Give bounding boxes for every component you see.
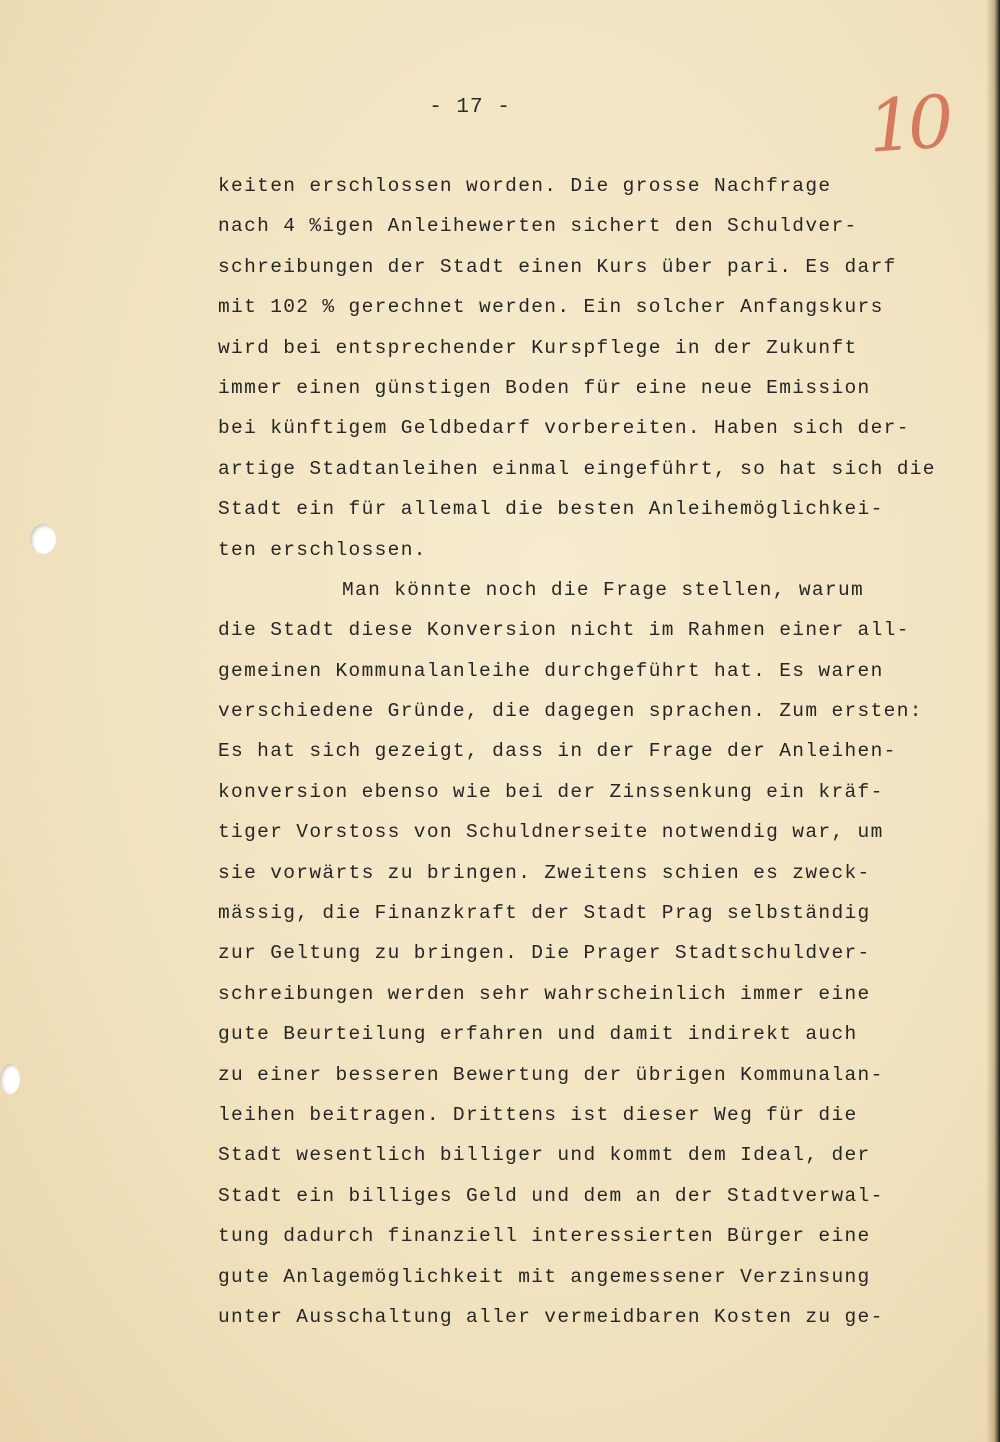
text-line: schreibungen der Stadt einen Kurs über pari. Es darf xyxy=(218,255,897,278)
paragraph-first-line: Man könnte noch die Frage stellen, warum xyxy=(342,578,865,601)
text-line: sie vorwärts zu bringen. Zweitens schien es zweck- xyxy=(218,861,871,884)
text-line: bei künftigem Geldbedarf vorbereiten. Haben sich der- xyxy=(218,417,910,440)
text-line: konversion ebenso wie bei der Zinssenkung ein kräf- xyxy=(218,780,884,803)
text-line: gute Anlagemöglichkeit mit angemessener Verzinsung xyxy=(218,1265,871,1288)
text-line: zu einer besseren Bewertung der übrigen Kommunalan- xyxy=(218,1063,884,1086)
text-line: Stadt ein für allemal die besten Anleihemöglichkei- xyxy=(218,498,884,521)
text-line: gemeinen Kommunalanleihe durchgeführt hat. Es waren xyxy=(218,659,884,682)
text-line: mässig, die Finanzkraft der Stadt Prag selbständig xyxy=(218,902,871,925)
text-line: zur Geltung zu bringen. Die Prager Stadtschuldver- xyxy=(218,942,871,965)
handwritten-folio-number: 10 xyxy=(865,79,951,169)
page-edge-shadow xyxy=(986,0,1000,1442)
typewritten-body xyxy=(218,166,978,1337)
punch-hole-lower xyxy=(0,1064,20,1094)
text-line: schreibungen werden sehr wahrscheinlich immer eine xyxy=(218,982,871,1005)
text-line: die Stadt diese Konversion nicht im Rahmen einer all- xyxy=(218,619,910,642)
text-line: tiger Vorstoss von Schuldnerseite notwendig war, um xyxy=(218,821,884,844)
text-line: leihen beitragen. Drittens ist dieser Weg für die xyxy=(218,1103,858,1126)
text-line: artige Stadtanleihen einmal eingeführt, so hat sich die xyxy=(218,457,936,480)
text-line: wird bei entsprechender Kurspflege in der Zukunft xyxy=(218,336,858,359)
text-line: ten erschlossen. xyxy=(218,538,427,561)
text-line: Stadt ein billiges Geld und dem an der Stadtverwal- xyxy=(218,1184,884,1207)
text-line: tung dadurch finanziell interessierten Bürger eine xyxy=(218,1225,871,1248)
text-line: unter Ausschaltung aller vermeidbaren Kosten zu ge- xyxy=(218,1305,884,1328)
punch-hole-upper xyxy=(30,524,56,554)
text-line: immer einen günstigen Boden für eine neue Emission xyxy=(218,376,871,399)
text-line: gute Beurteilung erfahren und damit indirekt auch xyxy=(218,1023,858,1046)
text-line: Stadt wesentlich billiger und kommt dem Ideal, der xyxy=(218,1144,871,1167)
text-line: Es hat sich gezeigt, dass in der Frage der Anleihen- xyxy=(218,740,897,763)
text-line: verschiedene Gründe, die dagegen sprachen. Zum ersten: xyxy=(218,700,923,723)
page-number: - 17 - xyxy=(429,96,511,119)
text-line: keiten erschlossen worden. Die grosse Nachfrage xyxy=(218,175,832,197)
text-line: nach 4 %igen Anleihewerten sichert den Schuldver- xyxy=(218,215,858,238)
text-line: mit 102 % gerechnet werden. Ein solcher Anfangskurs xyxy=(218,296,884,319)
